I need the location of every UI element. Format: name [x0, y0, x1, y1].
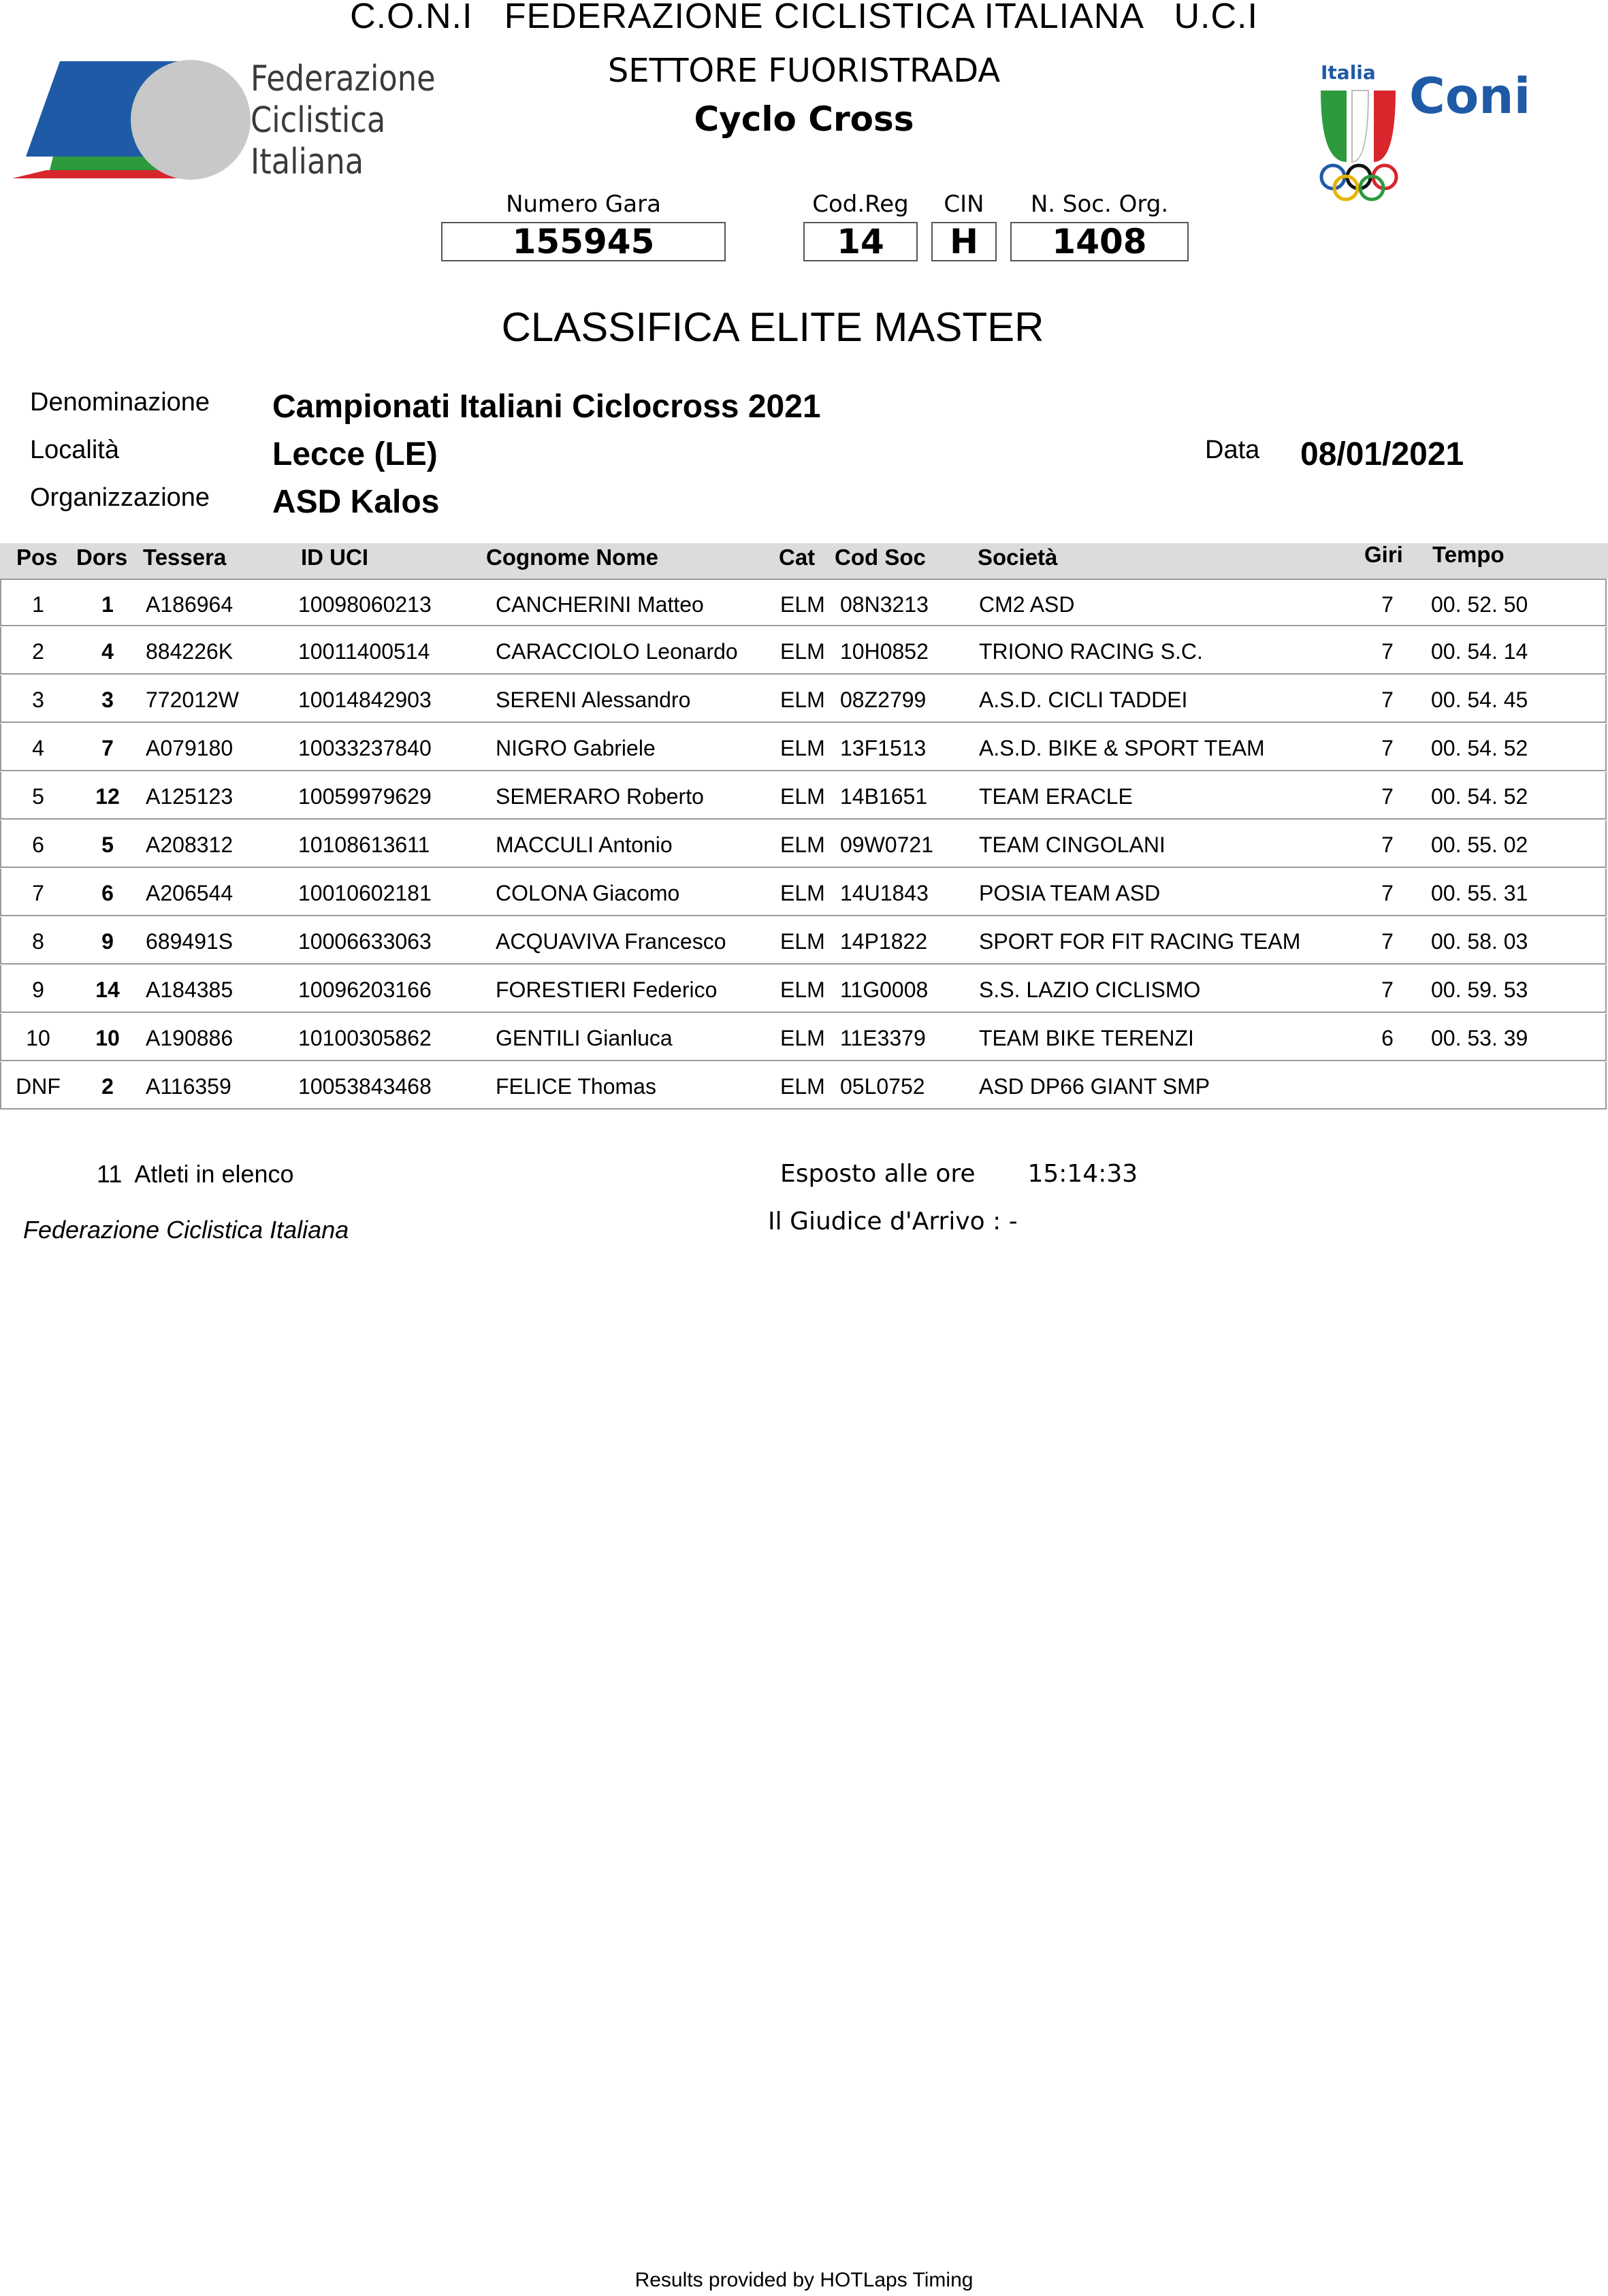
cell-tempo: 00. 59. 53	[1431, 977, 1528, 1002]
cell-tempo: 00. 55. 02	[1431, 832, 1528, 857]
denominazione-label: Denominazione	[30, 388, 210, 417]
table-row	[0, 917, 1607, 965]
cell-cod-soc: 09W0721	[840, 832, 933, 857]
cell-cat: ELM	[780, 977, 825, 1002]
cell-cognome-nome: FORESTIERI Federico	[496, 977, 718, 1002]
cell-dors: 5	[101, 832, 114, 857]
table-row	[0, 772, 1607, 820]
cell-pos: 7	[32, 881, 44, 905]
cell-id-uci: 10010602181	[298, 881, 432, 905]
cell-tessera: 689491S	[146, 929, 234, 954]
cell-cognome-nome: MACCULI Antonio	[496, 832, 673, 857]
federations-title: C.O.N.I FEDERAZIONE CICLISTICA ITALIANA U.C.I	[350, 0, 1258, 36]
cell-giri: 7	[1381, 929, 1394, 954]
cell-id-uci: 10108613611	[298, 832, 430, 857]
cell-id-uci: 10053843468	[298, 1074, 432, 1099]
fci-logo-text	[251, 59, 436, 183]
cell-giri: 6	[1381, 1026, 1394, 1050]
cell-pos: 4	[32, 736, 44, 760]
cell-id-uci: 10098060213	[298, 592, 432, 617]
cell-societa: TEAM ERACLE	[979, 784, 1133, 809]
cell-societa: TEAM CINGOLANI	[979, 832, 1165, 857]
cell-societa: A.S.D. BIKE & SPORT TEAM	[979, 736, 1265, 760]
localita-label: Località	[30, 436, 119, 464]
soc-org-value: 1408	[1010, 222, 1189, 261]
cell-giri: 7	[1381, 977, 1394, 1002]
cell-cod-soc: 13F1513	[840, 736, 927, 760]
cell-dors: 9	[101, 929, 114, 954]
cell-cod-soc: 05L0752	[840, 1074, 925, 1099]
cell-id-uci: 10100305862	[298, 1026, 432, 1050]
table-row	[0, 724, 1607, 771]
data-label: Data	[1205, 436, 1260, 464]
cell-dors: 12	[95, 784, 120, 809]
cell-cod-soc: 10H0852	[840, 639, 929, 664]
cell-tempo: 00. 55. 31	[1431, 881, 1528, 905]
federazione-footer: Federazione Ciclistica Italiana	[23, 1216, 349, 1244]
cell-pos: 1	[32, 592, 44, 617]
col-header-tessera: Tessera	[143, 545, 227, 570]
cell-id-uci: 10006633063	[298, 929, 432, 954]
cod-reg-label: Cod.Reg	[812, 191, 909, 218]
cell-id-uci: 10011400514	[298, 639, 430, 664]
cell-tempo: 00. 52. 50	[1431, 592, 1528, 617]
cell-cognome-nome: SEMERARO Roberto	[496, 784, 704, 809]
cell-tempo: 00. 54. 52	[1431, 736, 1528, 760]
numero-gara-value: 155945	[441, 222, 726, 261]
table-row	[0, 1014, 1607, 1061]
cell-dors: 7	[101, 736, 114, 760]
cell-cod-soc: 14P1822	[840, 929, 928, 954]
cell-cat: ELM	[780, 736, 825, 760]
cell-cognome-nome: NIGRO Gabriele	[496, 736, 656, 760]
fci-logo-line: Italiana	[251, 142, 364, 182]
cell-giri: 7	[1381, 736, 1394, 760]
cell-cognome-nome: COLONA Giacomo	[496, 881, 680, 905]
cell-societa: ASD DP66 GIANT SMP	[979, 1074, 1210, 1099]
col-header-cognome-nome: Cognome Nome	[486, 545, 659, 570]
cell-cat: ELM	[780, 639, 825, 664]
cell-societa: A.S.D. CICLI TADDEI	[979, 688, 1188, 712]
cell-pos: 10	[26, 1026, 50, 1050]
esposto-line	[780, 1160, 1138, 1188]
col-header-id-uci: ID UCI	[301, 545, 368, 570]
col-header-dors: Dors	[76, 545, 128, 570]
cell-cod-soc: 11E3379	[840, 1026, 926, 1050]
col-header-giri: Giri	[1364, 542, 1403, 567]
cell-cognome-nome: GENTILI Gianluca	[496, 1026, 673, 1050]
cell-cat: ELM	[780, 688, 825, 712]
cell-cod-soc: 11G0008	[840, 977, 929, 1002]
cell-pos: 2	[32, 639, 44, 664]
table-row	[0, 675, 1607, 723]
cell-tessera: A206544	[146, 881, 234, 905]
atleti-label: Atleti in elenco	[134, 1160, 294, 1188]
cell-societa: CM2 ASD	[979, 592, 1075, 617]
atleti-count: 11	[97, 1160, 123, 1188]
cell-tempo: 00. 54. 14	[1431, 639, 1528, 664]
cell-cod-soc: 08Z2799	[840, 688, 927, 712]
cell-tempo: 00. 53. 39	[1431, 1026, 1528, 1050]
cell-dors: 4	[101, 639, 114, 664]
cell-dors: 1	[101, 592, 114, 617]
table-row	[0, 1062, 1607, 1110]
cell-societa: SPORT FOR FIT RACING TEAM	[979, 929, 1301, 954]
numero-gara-label: Numero Gara	[506, 191, 661, 218]
cell-dors: 2	[101, 1074, 114, 1099]
cell-pos: 6	[32, 832, 44, 857]
cell-pos: 5	[32, 784, 44, 809]
table-row	[0, 965, 1607, 1013]
cell-pos: 9	[32, 977, 44, 1002]
cell-cod-soc: 08N3213	[840, 592, 929, 617]
cell-tessera: A184385	[146, 977, 234, 1002]
cell-dors: 3	[101, 688, 114, 712]
settore-title: SETTORE FUORISTRADA	[607, 52, 1001, 90]
giudice-label: Il Giudice d'Arrivo :	[768, 1208, 1001, 1235]
cell-dors: 14	[95, 977, 120, 1002]
col-header-tempo: Tempo	[1432, 542, 1505, 567]
soc-org-label: N. Soc. Org.	[1030, 191, 1169, 218]
cell-id-uci: 10014842903	[298, 688, 432, 712]
data-value: 08/01/2021	[1300, 436, 1464, 472]
cell-id-uci: 10033237840	[298, 736, 432, 760]
organizzazione-value: ASD Kalos	[272, 484, 440, 520]
cell-pos: 3	[32, 688, 44, 712]
cell-cognome-nome: CARACCIOLO Leonardo	[496, 639, 738, 664]
cell-societa: POSIA TEAM ASD	[979, 881, 1161, 905]
table-row	[0, 579, 1607, 626]
cell-cod-soc: 14B1651	[840, 784, 928, 809]
cell-tessera: A186964	[146, 592, 234, 617]
cell-cognome-nome: FELICE Thomas	[496, 1074, 656, 1099]
cell-societa: TEAM BIKE TERENZI	[979, 1026, 1194, 1050]
cell-cognome-nome: ACQUAVIVA Francesco	[496, 929, 726, 954]
cell-cat: ELM	[780, 881, 825, 905]
giudice-value: -	[1008, 1208, 1018, 1235]
col-header-cod-soc: Cod Soc	[835, 545, 926, 570]
cell-societa: TRIONO RACING S.C.	[979, 639, 1203, 664]
cell-giri: 7	[1381, 881, 1394, 905]
cell-tempo: 00. 54. 45	[1431, 688, 1528, 712]
cell-tessera: A190886	[146, 1026, 234, 1050]
localita-value: Lecce (LE)	[272, 436, 438, 472]
cin-label: CIN	[944, 191, 984, 218]
cell-tessera: A208312	[146, 832, 234, 857]
cell-id-uci: 10059979629	[298, 784, 432, 809]
cell-tessera: A079180	[146, 736, 234, 760]
discipline-title: Cyclo Cross	[694, 99, 914, 139]
cell-cognome-nome: CANCHERINI Matteo	[496, 592, 704, 617]
fci-logo-line: Federazione	[251, 59, 436, 99]
cell-cat: ELM	[780, 1026, 825, 1050]
cell-tessera: A125123	[146, 784, 234, 809]
cin-value: H	[931, 222, 997, 261]
cell-cat: ELM	[780, 784, 825, 809]
table-row	[0, 869, 1607, 916]
cell-giri: 7	[1381, 784, 1394, 809]
cell-tessera: 772012W	[146, 688, 239, 712]
esposto-time: 15:14:33	[1027, 1160, 1138, 1188]
cell-dors: 6	[101, 881, 114, 905]
results-provided-credit: Results provided by HOTLaps Timing	[634, 2269, 974, 2291]
coni-logo	[1307, 60, 1539, 203]
giudice-line	[768, 1208, 1018, 1235]
classifica-title: CLASSIFICA ELITE MASTER	[501, 304, 1044, 350]
atleti-count-line	[97, 1160, 294, 1189]
col-header-pos: Pos	[16, 545, 58, 570]
cell-giri: 7	[1381, 639, 1394, 664]
cell-tempo: 00. 54. 52	[1431, 784, 1528, 809]
cell-cat: ELM	[780, 592, 825, 617]
cell-pos: 8	[32, 929, 44, 954]
cell-cat: ELM	[780, 929, 825, 954]
coni-logo-top-text: Italia	[1321, 61, 1376, 84]
cell-giri: 7	[1381, 688, 1394, 712]
cell-tessera: 884226K	[146, 639, 234, 664]
cell-societa: S.S. LAZIO CICLISMO	[979, 977, 1201, 1002]
esposto-label: Esposto alle ore	[780, 1160, 976, 1188]
denominazione-value: Campionati Italiani Ciclocross 2021	[272, 389, 821, 425]
cod-reg-value: 14	[803, 222, 918, 261]
col-header-cat: Cat	[779, 545, 816, 570]
cell-tempo: 00. 58. 03	[1431, 929, 1528, 954]
cell-id-uci: 10096203166	[298, 977, 432, 1002]
cell-tessera: A116359	[146, 1074, 231, 1099]
organizzazione-label: Organizzazione	[30, 483, 210, 512]
cell-giri: 7	[1381, 592, 1394, 617]
coni-logo-word: Coni	[1409, 67, 1531, 125]
cell-cod-soc: 14U1843	[840, 881, 929, 905]
cell-dors: 10	[95, 1026, 120, 1050]
table-row	[0, 820, 1607, 868]
cell-cognome-nome: SERENI Alessandro	[496, 688, 691, 712]
cell-cat: ELM	[780, 832, 825, 857]
fci-logo-line: Ciclistica	[251, 100, 386, 141]
cell-cat: ELM	[780, 1074, 825, 1099]
table-row	[0, 627, 1607, 675]
col-header-societa: Società	[978, 545, 1058, 570]
cell-pos: DNF	[16, 1074, 61, 1099]
cell-giri: 7	[1381, 832, 1394, 857]
